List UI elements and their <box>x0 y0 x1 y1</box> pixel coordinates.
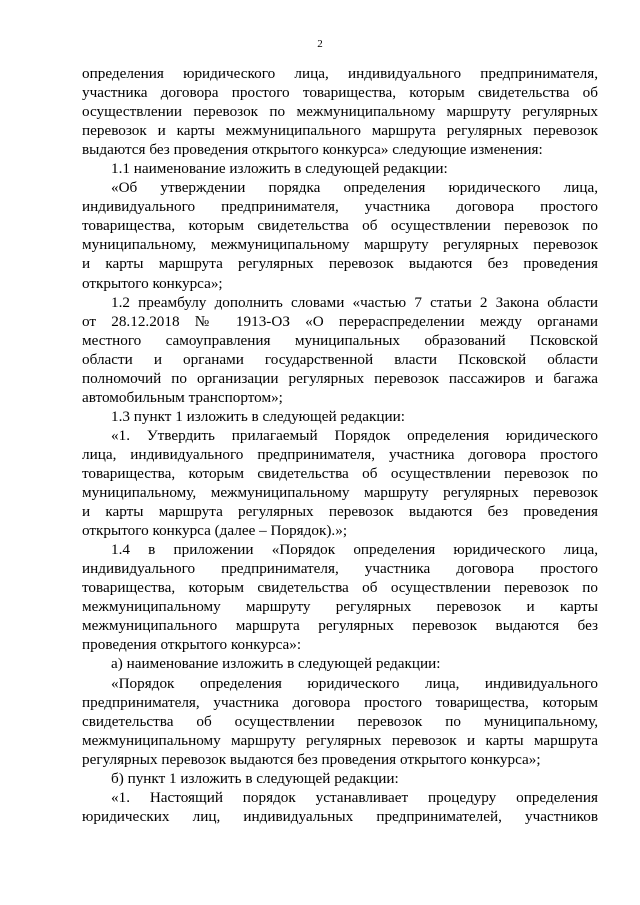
text-line: выдаются без проведения открытого конкурса» следующие изменения: <box>82 141 543 159</box>
text-line: открытого конкурса»; <box>82 274 223 292</box>
text-line: местного самоуправления муниципальных образований Псковской <box>82 331 598 349</box>
text-line: проведения открытого конкурса»: <box>82 636 302 654</box>
text-line: лица, индивидуального предпринимателя, участника договора простого <box>82 445 598 463</box>
text-line: предпринимателя, участника договора простого товарищества, которым <box>82 693 598 711</box>
text-line: перевозок и карты межмуниципального маршрута регулярных перевозок <box>82 122 598 140</box>
text-line: 1.1 наименование изложить в следующей редакции: <box>111 160 448 178</box>
text-line: муниципальному, межмуниципальному маршруту регулярных перевозок <box>82 236 598 254</box>
text-line: свидетельства об осуществлении перевозок по муниципальному, <box>82 712 598 730</box>
text-line: полномочий по организации регулярных перевозок пассажиров и багажа <box>82 369 598 387</box>
text-line: межмуниципальному маршруту регулярных перевозок и карты маршрута <box>82 731 598 749</box>
text-line: открытого конкурса (далее – Порядок).»; <box>82 522 348 540</box>
text-line: б) пункт 1 изложить в следующей редакции: <box>111 769 399 787</box>
text-line: 1.4 в приложении «Порядок определения юридического лица, <box>111 541 598 559</box>
document-body <box>82 64 598 826</box>
page-number: 2 <box>317 38 323 50</box>
text-line: товарищества, которым свидетельства об осуществлении перевозок по <box>82 579 598 597</box>
text-line: области и органами государственной власти Псковской области <box>82 350 598 368</box>
text-line: товарищества, которым свидетельства об осуществлении перевозок по <box>82 217 598 235</box>
text-line: товарищества, которым свидетельства об осуществлении перевозок по <box>82 464 598 482</box>
text-line: индивидуального предпринимателя, участника договора простого <box>82 198 598 216</box>
text-line: регулярных перевозок выдаются без проведения открытого конкурса»; <box>82 750 541 768</box>
text-line: автомобильным транспортом»; <box>82 388 283 406</box>
text-line: а) наименование изложить в следующей редакции: <box>111 655 441 673</box>
text-line: и карты маршрута регулярных перевозок выдаются без проведения <box>82 503 598 521</box>
text-line: индивидуального предпринимателя, участника договора простого <box>82 560 598 578</box>
text-line: 1.2 преамбулу дополнить словами «частью 7 статьи 2 Закона области <box>111 293 598 311</box>
text-line: и карты маршрута регулярных перевозок выдаются без проведения <box>82 255 598 273</box>
text-line: межмуниципального маршрута регулярных перевозок выдаются без <box>82 617 598 635</box>
text-line: юридических лиц, индивидуальных предпринимателей, участников <box>82 807 598 825</box>
text-line: муниципальному, межмуниципальному маршруту регулярных перевозок <box>82 484 598 502</box>
text-line: 1.3 пункт 1 изложить в следующей редакции: <box>111 407 405 425</box>
text-line: «Порядок определения юридического лица, индивидуального <box>111 674 598 692</box>
text-line: от 28.12.2018 № 1913-ОЗ «О перераспределении между органами <box>82 312 598 330</box>
text-line: участника договора простого товарищества, которым свидетельства об <box>82 84 598 102</box>
text-line: «Об утверждении порядка определения юридического лица, <box>111 179 598 197</box>
text-line: «1. Утвердить прилагаемый Порядок определения юридического <box>111 426 598 444</box>
text-line: «1. Настоящий порядок устанавливает процедуру определения <box>111 788 598 806</box>
text-line: осуществлении перевозок по межмуниципальному маршруту регулярных <box>82 103 598 121</box>
text-line: межмуниципальному маршруту регулярных перевозок и карты <box>82 598 598 616</box>
text-line: определения юридического лица, индивидуального предпринимателя, <box>82 65 598 82</box>
